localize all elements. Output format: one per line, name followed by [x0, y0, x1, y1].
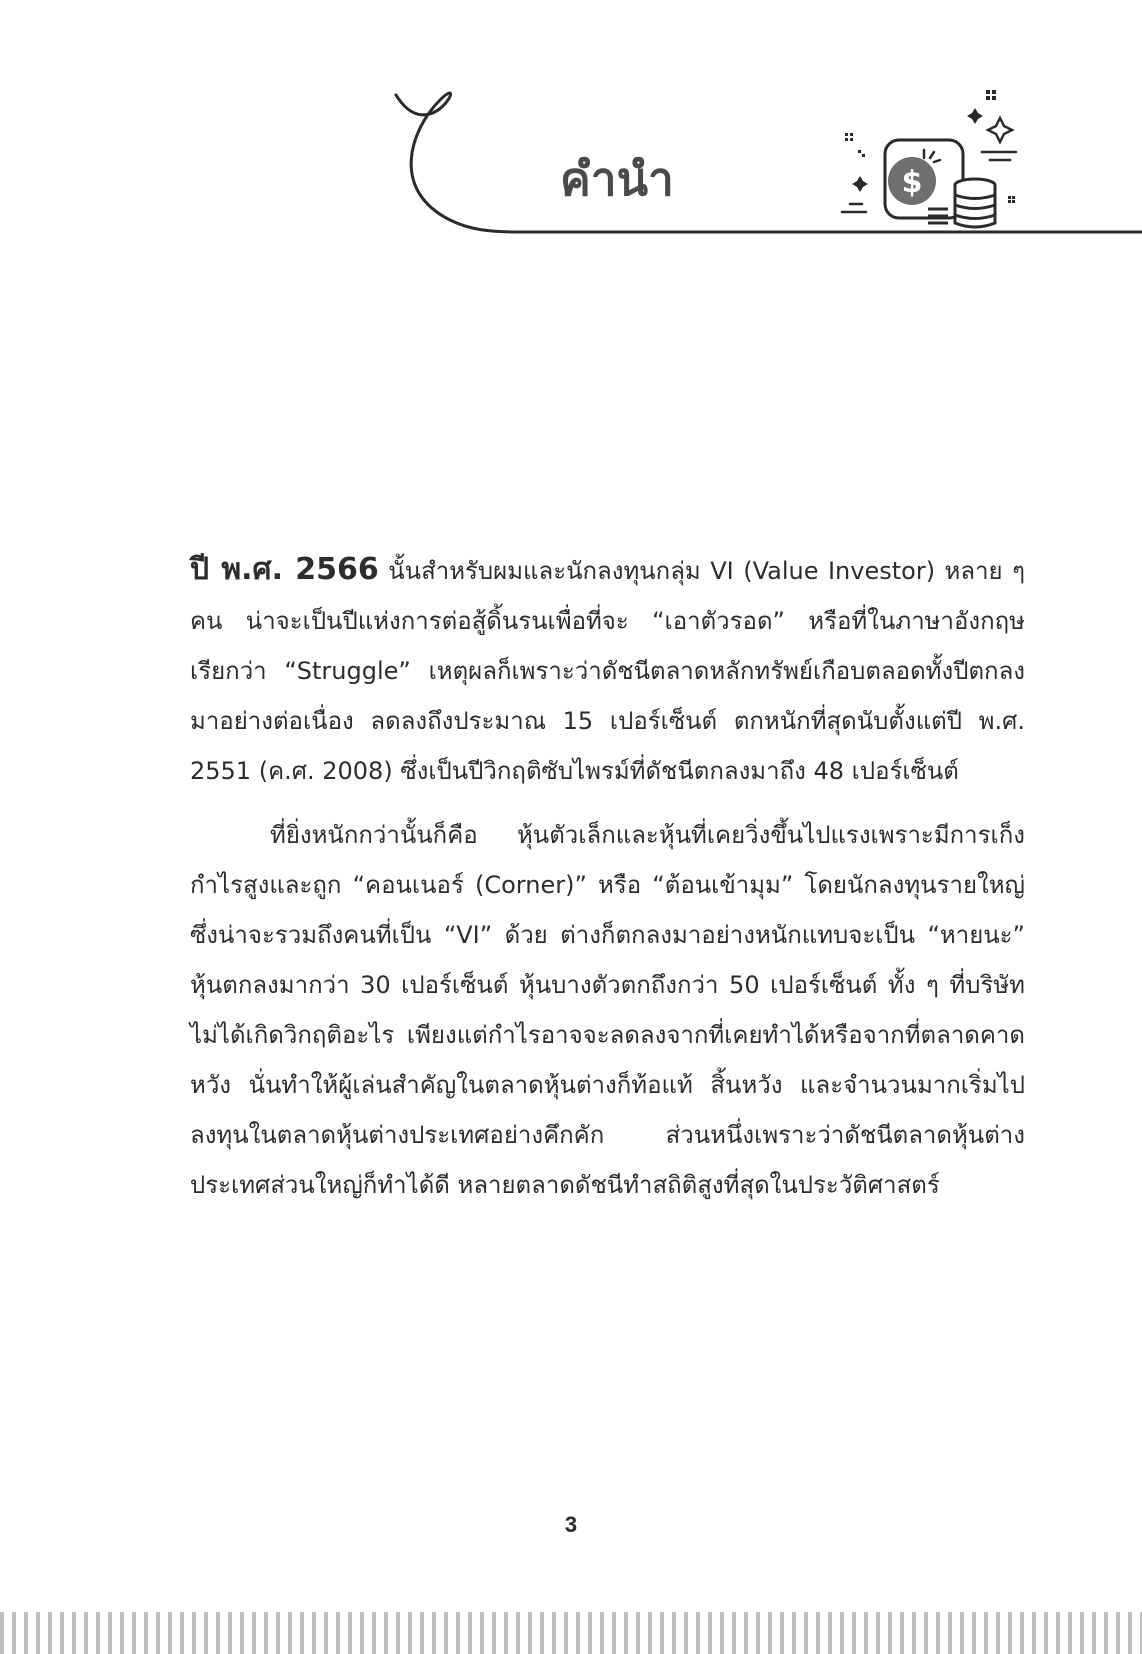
page-number: 3 [564, 1512, 578, 1537]
paragraph-2: ที่ยิ่งหนักกว่านั้นก็คือ หุ้นตัวเล็กและหุ้นที่เคยวิ่งขึ้นไปแรงเพราะมีการเก็งกำไรสูงและถูก “คอนเนอร์ (Corner)” หรือ “ต้อนเข้ามุม” โดยนักลงทุนรายใหญ่ซึ่งน่าจะรวมถึงคนที่เป็น “VI” ด้วย ต่างก็ตกลงมาอย่างหนักแทบจะเป็น “หายนะ” หุ้นตกลงมากว่า 30 เปอร์เซ็นต์ หุ้นบางตัวตกถึงกว่า 50 เปอร์เซ็นต์ ทั้ง ๆ ที่บริษัทไม่ได้เกิดวิกฤติอะไร เพียงแต่กำไรอาจจะลดลงจากที่เคยทำได้หรือจากที่ตลาดคาดหวัง นั่นทำให้ผู้เล่นสำคัญในตลาดหุ้นต่างก็ท้อแท้ สิ้นหวัง และจำนวนมากเริ่มไปลงทุนในตลาดหุ้นต่างประเทศอย่างคึกคัก ส่วนหนึ่งเพราะว่าดัชนีตลาดหุ้นต่างประเทศส่วนใหญ่ก็ทำได้ดี หลายตลาดดัชนีทำสถิติสูงที่สุดในประวัติศาสตร์ [190, 821, 1025, 1199]
chapter-title: คำนำ [560, 152, 674, 206]
dollar-icon: $ [901, 165, 923, 200]
body-text [190, 545, 1025, 1210]
header-decoration [0, 0, 1142, 250]
paragraph-lead: ปี พ.ศ. 2566 [190, 552, 379, 587]
paragraph-1-text: นั้นสำหรับผมและนักลงทุนกลุ่ม VI (Value Investor) หลาย ๆ คน น่าจะเป็นปีแห่งการต่อสู้ดิ้นรนเพื่อที่จะ “เอาตัวรอด” หรือที่ในภาษาอังกฤษเรียกว่า “Struggle” เหตุผลก็เพราะว่าดัชนีตลาดหลักทรัพย์เกือบตลอดทั้งปีตกลงมาอย่างต่อเนื่อง ลดลงถึงประมาณ 15 เปอร์เซ็นต์ ตกหนักที่สุดนับตั้งแต่ปี พ.ศ. 2551 (ค.ศ. 2008) ซึ่งเป็นปีวิกฤติซับไพรม์ที่ดัชนีตกลงมาถึง 48 เปอร์เซ็นต์ [190, 557, 1025, 785]
footer-stripes [0, 1612, 1142, 1654]
coin-stack-icon [885, 140, 995, 227]
decorative-swoosh [396, 93, 1142, 232]
paragraph-1 [190, 545, 1025, 796]
